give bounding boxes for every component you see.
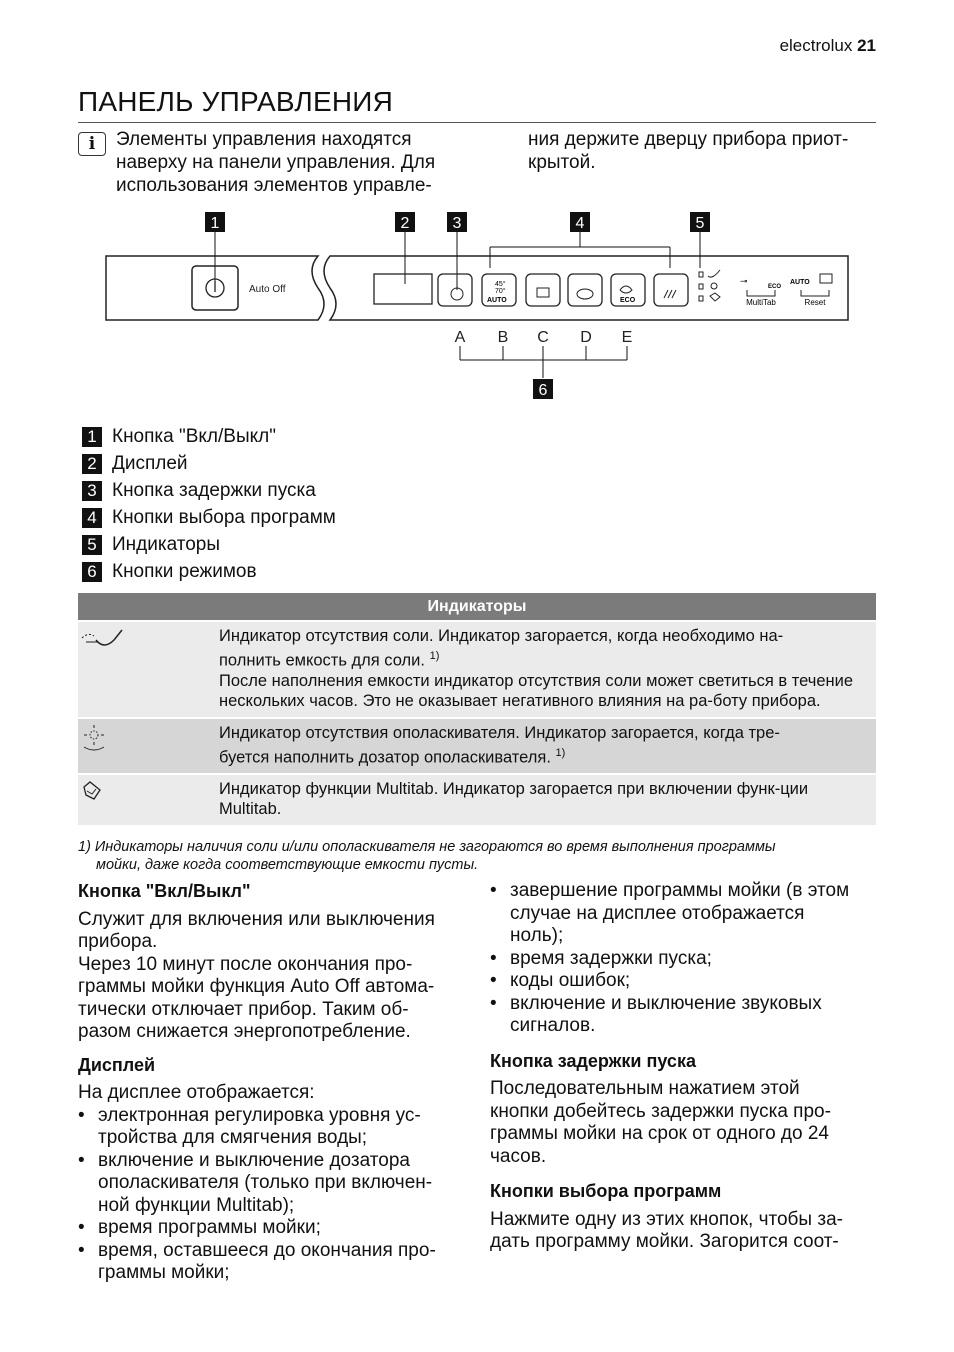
display-window bbox=[374, 274, 432, 304]
callout-6-label: 6 bbox=[538, 382, 548, 399]
list-item: • включение и выключение звуковых сигналов. bbox=[490, 993, 880, 1038]
legend-number: 3 bbox=[82, 481, 102, 501]
table-cell bbox=[213, 774, 876, 825]
intro-line: ния держите дверцу прибора приот- bbox=[528, 129, 849, 150]
right-column bbox=[490, 880, 880, 1254]
list-item: • коды ошибок; bbox=[490, 970, 880, 993]
legend-item bbox=[82, 504, 336, 531]
brand-name: electrolux bbox=[779, 36, 853, 55]
program-intensive-button bbox=[526, 274, 560, 306]
body-line: разом снижается энергопотребление. bbox=[78, 1021, 411, 1042]
mode-auto-label: AUTO bbox=[790, 279, 810, 286]
legend-list bbox=[82, 423, 336, 585]
leaf-icon bbox=[620, 286, 632, 293]
body-line: Служит для включения или выключения bbox=[78, 908, 435, 930]
program-quick-button bbox=[568, 274, 602, 306]
multitab-indicator-icon bbox=[78, 774, 213, 825]
body-line: граммы мойки функция Auto Off автома- bbox=[78, 976, 435, 997]
body-line: Через 10 минут после окончания про- bbox=[78, 953, 413, 975]
auto-label: AUTO bbox=[487, 297, 507, 304]
program-buttons[interactable] bbox=[482, 274, 688, 306]
legend-label: Индикаторы bbox=[112, 534, 221, 555]
pot-icon bbox=[537, 288, 549, 297]
list-item: • время программы мойки; bbox=[78, 1217, 468, 1240]
mode-pot-icon bbox=[820, 274, 832, 283]
legend-number: 6 bbox=[82, 562, 102, 582]
info-icon: i bbox=[78, 132, 106, 156]
section-heading: Кнопки выбора программ bbox=[490, 1181, 722, 1201]
cell-text: буется наполнить дозатор ополаскивателя. bbox=[219, 748, 551, 766]
cell-text: После наполнения емкости индикатор отсутствия соли может светиться в течение нескольких часов. Это не оказывает негативного влияния на ра-боту прибора. bbox=[219, 671, 854, 710]
rinse-aid-indicator-icon bbox=[78, 718, 213, 775]
legend-item bbox=[82, 531, 336, 558]
legend-item bbox=[82, 450, 336, 477]
legend-label: Кнопка задержки пуска bbox=[112, 480, 316, 501]
cell-text: Индикатор отсутствия соли. Индикатор загорается, когда необходимо на- bbox=[219, 627, 784, 645]
reset-label: Reset bbox=[804, 298, 826, 307]
body-line: Нажмите одну из этих кнопок, чтобы за- bbox=[490, 1208, 843, 1230]
letter-b: B bbox=[497, 329, 509, 346]
legend-number: 2 bbox=[82, 454, 102, 474]
table-row bbox=[78, 774, 876, 825]
body-line: граммы мойки на срок от одного до 24 bbox=[490, 1123, 829, 1144]
salt-indicator-icon bbox=[78, 621, 213, 718]
body-line: прибора. bbox=[78, 931, 158, 952]
footnote-line: 1) Индикаторы наличия соли и/или ополаскивателя не загораются во время выполнения программы bbox=[78, 839, 776, 855]
auto-off-label: Auto Off bbox=[249, 284, 286, 295]
callout-4-label: 4 bbox=[575, 215, 585, 232]
cell-text: Индикатор отсутствия ополаскивателя. Индикатор загорается, когда тре- bbox=[219, 723, 780, 742]
control-panel-diagram bbox=[0, 0, 954, 410]
intro-line: использования элементов управле- bbox=[116, 175, 432, 196]
list-item: • завершение программы мойки (в этом случае на дисплее отображается ноль); bbox=[490, 880, 880, 948]
table-cell bbox=[213, 621, 876, 718]
table-row bbox=[78, 621, 876, 718]
body-line: кнопки добейтесь задержки пуска про- bbox=[490, 1100, 831, 1122]
body-line: часов. bbox=[490, 1145, 547, 1167]
temp-45-label: 45° bbox=[495, 281, 506, 288]
callout-3-label: 3 bbox=[452, 215, 462, 232]
mode-eco-label: ECO bbox=[768, 284, 782, 290]
table-row bbox=[78, 718, 876, 775]
multitab-icon bbox=[710, 293, 720, 301]
footnote-line: мойки, даже когда соответствующие емкости пусты. bbox=[96, 857, 479, 873]
body-line: Последовательным нажатием этой bbox=[490, 1078, 800, 1099]
letter-d: D bbox=[580, 329, 592, 346]
multitab-label: MultiTab bbox=[746, 298, 776, 307]
intro-line: Элементы управления находятся bbox=[116, 129, 412, 150]
callout-5-label: 5 bbox=[695, 215, 705, 232]
section-heading: Кнопка "Вкл/Выкл" bbox=[78, 881, 251, 901]
legend-label: Кнопки режимов bbox=[112, 561, 257, 582]
program-rinse-button bbox=[654, 274, 688, 306]
legend-item bbox=[82, 423, 336, 450]
legend-number: 4 bbox=[82, 508, 102, 528]
legend-item bbox=[82, 477, 336, 504]
callout-1-label: 1 bbox=[210, 215, 220, 232]
delay-button[interactable] bbox=[438, 274, 472, 306]
left-column bbox=[78, 880, 468, 1285]
legend-number: 5 bbox=[82, 535, 102, 555]
plate-icon bbox=[577, 289, 593, 299]
list-item: • включение и выключение дозатора ополаскивателя (только при включен- ной функции Multitab); bbox=[78, 1150, 468, 1218]
page-title: ПАНЕЛЬ УПРАВЛЕНИЯ bbox=[78, 86, 393, 117]
legend-number: 1 bbox=[82, 427, 102, 447]
footnote-ref: 1) bbox=[429, 650, 440, 662]
cell-text: Индикатор функции Multitab. Индикатор загорается при включении функ-ции Multitab. bbox=[219, 780, 809, 818]
page-number: 21 bbox=[857, 36, 876, 55]
body-line: дать программу мойки. Загорится соот- bbox=[490, 1231, 839, 1252]
callout-2-label: 2 bbox=[400, 215, 410, 232]
letter-a: A bbox=[454, 329, 466, 346]
list-item: • электронная регулировка уровня ус- тройства для смягчения воды; bbox=[78, 1105, 468, 1150]
list-item: • время, оставшееся до окончания про- граммы мойки; bbox=[78, 1240, 468, 1285]
salt-icon bbox=[708, 270, 720, 277]
body-line: На дисплее отображается: bbox=[78, 1082, 315, 1103]
footnote-ref: 1) bbox=[555, 746, 566, 759]
legend-item bbox=[82, 558, 336, 585]
bullet-list bbox=[490, 880, 880, 1038]
rinse-aid-icon bbox=[711, 283, 717, 289]
cell-text: полнить емкость для соли. bbox=[219, 651, 425, 670]
indicator-lamps bbox=[699, 270, 720, 301]
list-item: • время задержки пуска; bbox=[490, 948, 880, 971]
intro-line: крытой. bbox=[528, 152, 596, 173]
section-heading: Дисплей bbox=[78, 1054, 156, 1075]
letter-c: C bbox=[537, 329, 549, 346]
section-heading: Кнопка задержки пуска bbox=[490, 1050, 696, 1071]
eco-label: ECO bbox=[620, 297, 636, 304]
legend-label: Кнопка "Вкл/Выкл" bbox=[112, 426, 276, 447]
intro-line: наверху на панели управления. Для bbox=[116, 152, 436, 173]
letter-e: E bbox=[621, 329, 633, 346]
legend-label: Кнопки выбора программ bbox=[112, 507, 336, 528]
indicators-table bbox=[78, 593, 876, 825]
table-cell bbox=[213, 718, 876, 775]
body-line: тически отключает прибор. Таким об- bbox=[78, 998, 409, 1020]
bullet-list bbox=[78, 1105, 468, 1285]
legend-label: Дисплей bbox=[112, 453, 188, 474]
rinse-icon bbox=[664, 290, 676, 298]
table-header: Индикаторы bbox=[78, 593, 876, 621]
temp-70-label: 70° bbox=[495, 288, 506, 295]
multitab-buttons-icons: ⊸ bbox=[740, 276, 748, 286]
footnote bbox=[78, 838, 876, 874]
